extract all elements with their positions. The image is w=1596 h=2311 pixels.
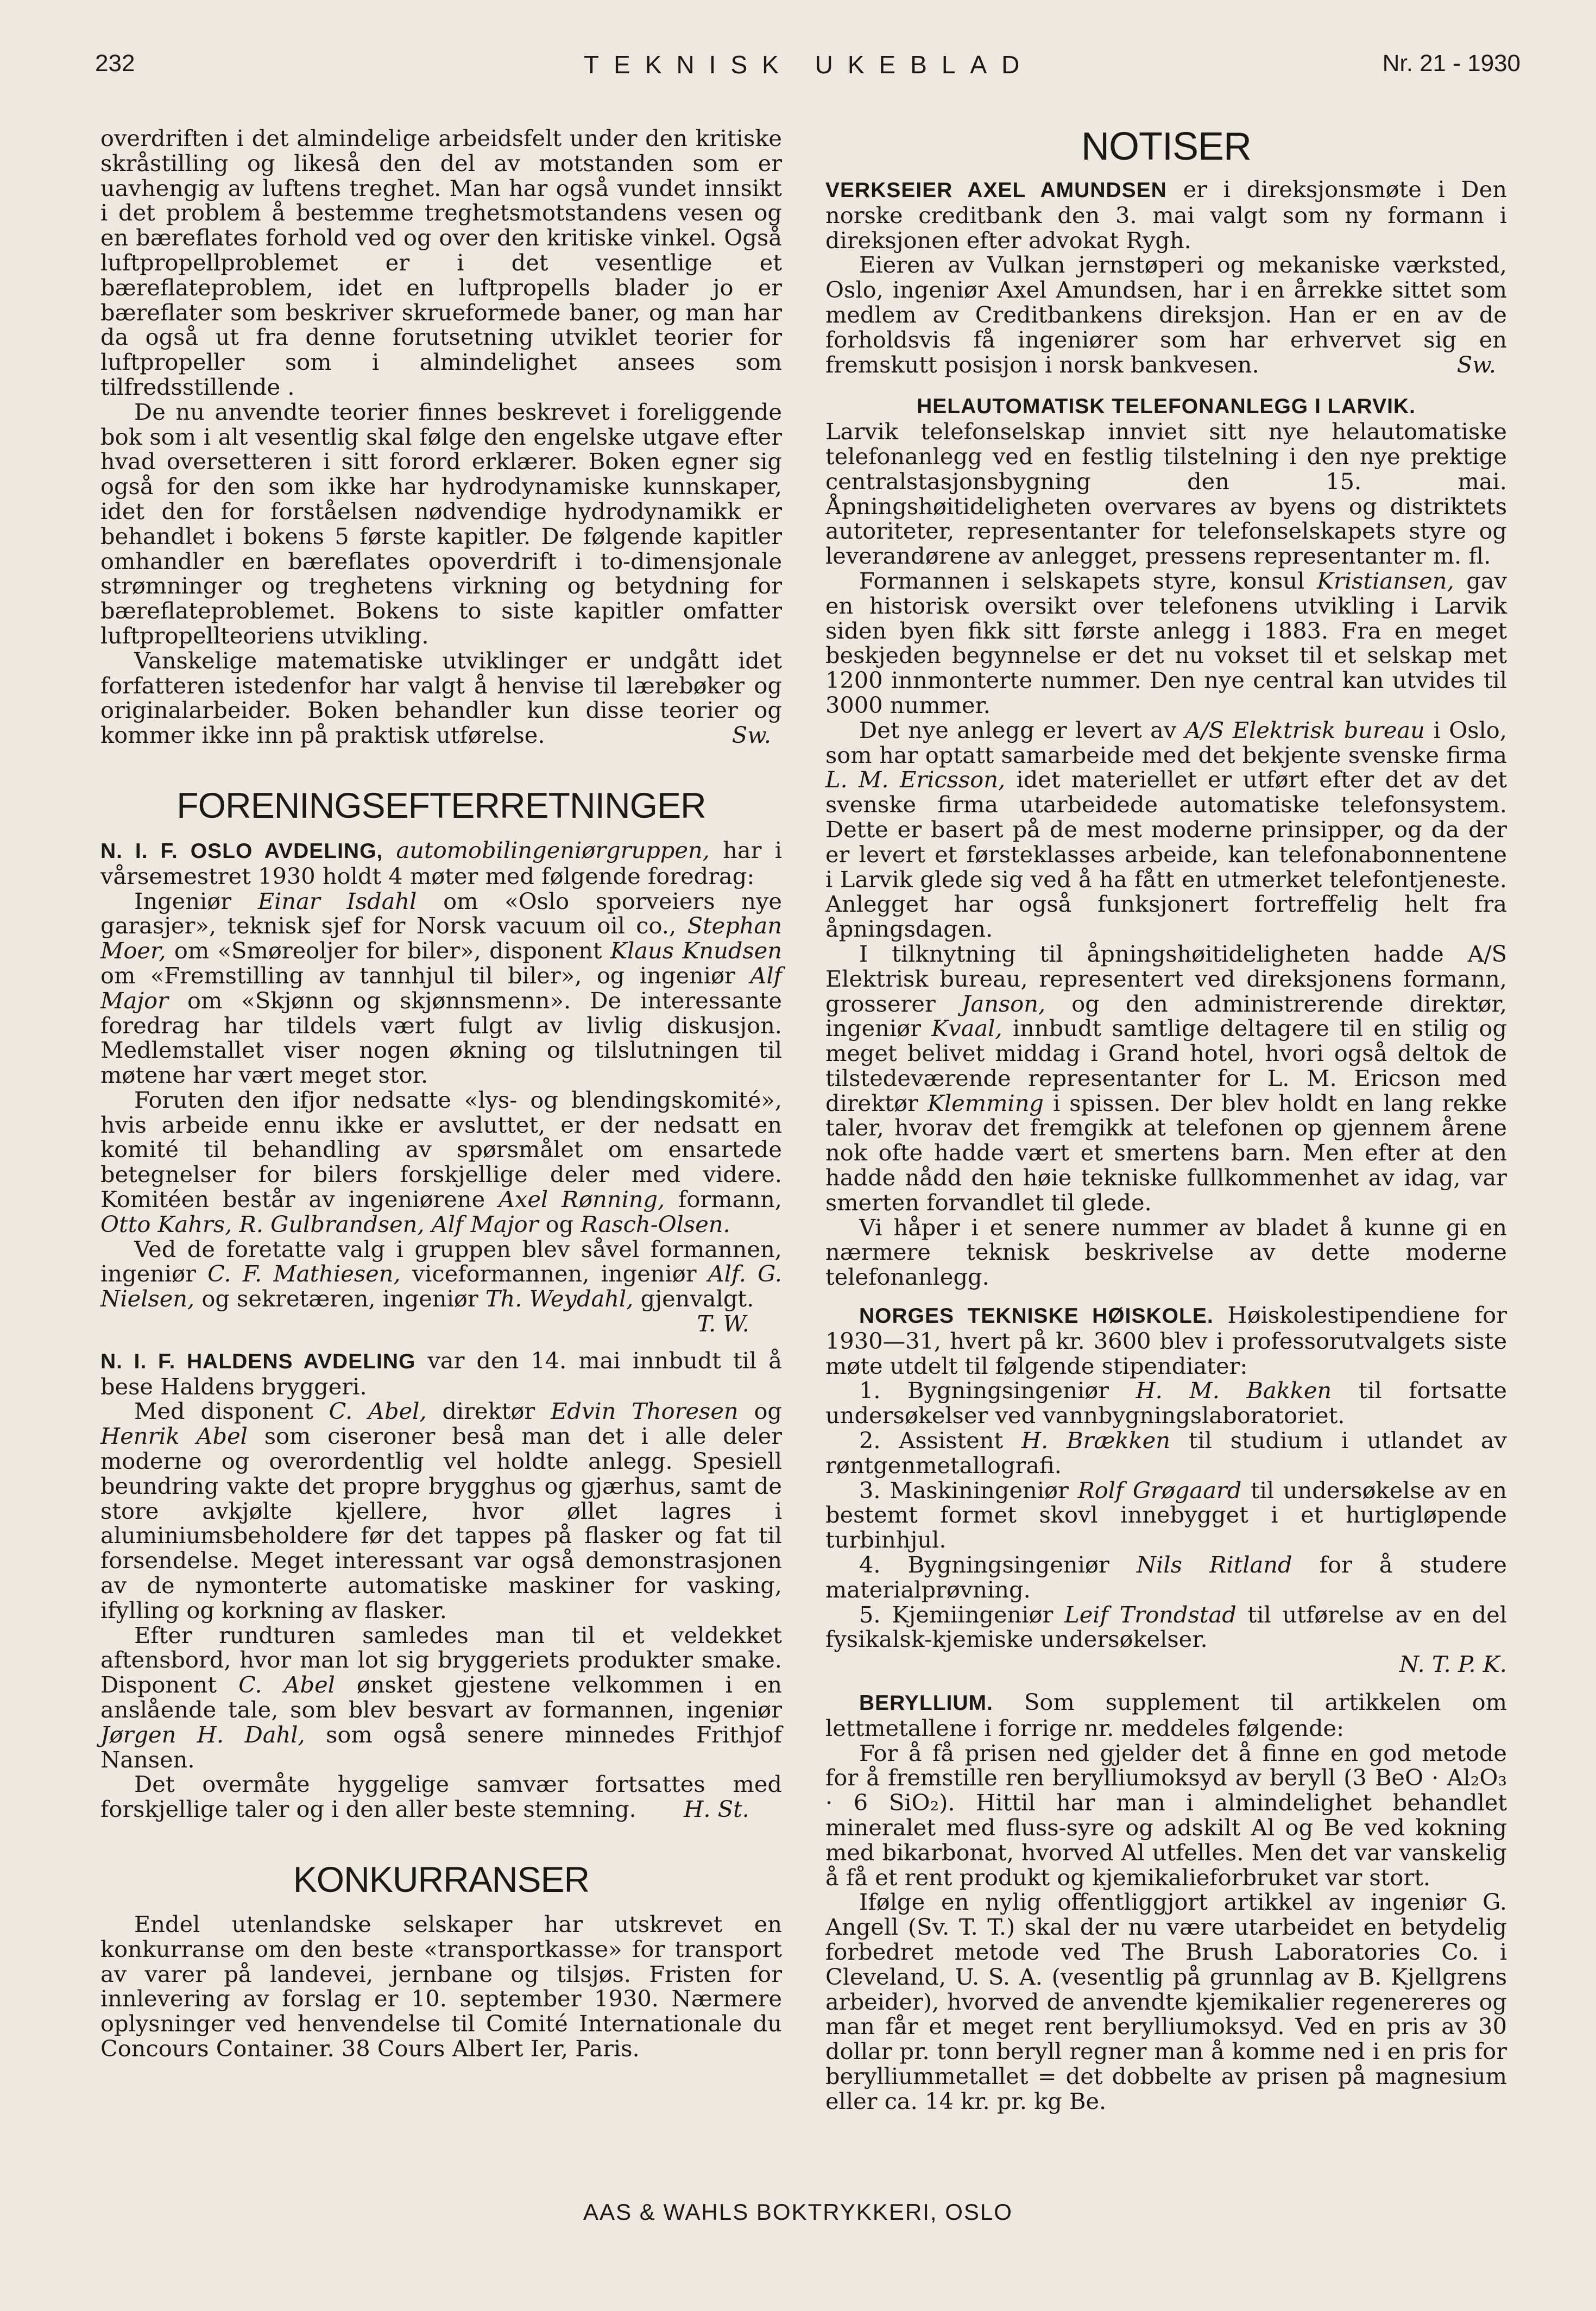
italic-name: Klaus Knudsen (610, 937, 782, 964)
samvaer-paragraph (100, 1772, 782, 1822)
italic-name: Henrik Abel (100, 1423, 248, 1450)
beryllium-paragraph: For å få prisen ned gjelder det å finne en god metode for å fremstille ren berylliumoksyd av beryll (3 BeO · Al₂O₃ · 6 SiO₂). Hittil har man i almindelighet behandlet mineralet med fluss-syre og adskilt Al og Be ved kokning med bikarbonat, hvorved Al utfelles. Men det var vanskelig å få et rent produkt og kjemikalieforbruket var stort. (825, 1739, 1507, 1891)
review-paragraph: overdriften i det almindelige arbeidsfelt under den kritiske skråstilling og likeså den del av motstanden som er uavhengig av luftens treghet. Man har også vundet innsikt i det problem å bestemme treghetsmotstandens vesen og en bæreflates forhold ved og over den kritiske vinkel. Også luftpropellproblemet er i det vesentlige et bæreflateproblem, idet en luftpropells blader jo er bæreflater som beskriver skrueformede baner, og man har da også ut fra denne forutsetning utviklet teorier for luftpropeller som i almindelighet ansees som tilfredsstillende . (100, 125, 782, 400)
signature: Sw. (731, 722, 771, 749)
italic-name: Axel Rønning, (498, 1186, 665, 1213)
halden-paragraph: Med disponent C. Abel, direktør Edvin Thoresen og Henrik Abel som ciseroner beså man det i alle deler moderne og overordentlig vel holdte anlegg. Spesiell beundring vakte det propre brygghus og gjærhus, samt de store avkjølte kjellere, hvor øllet lagres i aluminiumsbeholdere før det tappes på flasker og fat til forsendelse. Meget interessant var også demonstrasjonen av de nymonterte automatiske maskiner for vasking, ifylling og korkning av flasker. (100, 1398, 783, 1624)
run-in-subheading: automobilingeniørgruppen, (396, 836, 710, 863)
oslo-avdeling-intro (100, 838, 782, 889)
left-column (100, 126, 782, 2061)
paragraph-text: har i vårsemestret 1930 holdt 4 møter med følgende foredrag: (100, 836, 782, 889)
paragraph-text: Det overmåte hyggelige samvær fortsattes med forskjellige taler og i den aller beste stemning. (100, 1771, 782, 1823)
larvik-paragraph: Vi håper i et senere nummer av bladet å kunne gi en nærmere teknisk beskrivelse av dette moderne telefonanlegg. (825, 1214, 1507, 1291)
stipendiat-list (825, 1378, 1507, 1652)
section-heading-foreningsefterretninger: FORENINGSEFTERRETNINGER (176, 785, 706, 825)
section-heading-notiser: NOTISER (1081, 125, 1252, 168)
stipendiat-item: 4. Bygningsingeniør Nils Ritland for å studere materialprøvning. (825, 1551, 1507, 1603)
run-in-heading: VERKSEIER AXEL AMUNDSEN (825, 179, 1167, 202)
italic-name: L. M. Ericsson, (825, 766, 1006, 793)
italic-name: Alf Major (100, 962, 782, 1014)
paragraph-text: er i direksjonsmøte i Den norske creditbank den 3. mai valgt som ny formann i direksjonen efter advokat Rygh. (825, 176, 1507, 254)
italic-name: A/S Elektrisk bureau (1184, 716, 1425, 743)
paragraph-text: Som supplement til artikkelen om lettmetallene i forrige nr. meddeles følgende: (825, 1689, 1507, 1741)
signature: N. T. P. K. (1399, 1651, 1507, 1678)
stipendiat-item: 3. Maskiningeniør Rolf Grøgaard til undersøkelse av en bestemt formet skovl innebygget i et hurtigløpende turbinhjul. (825, 1476, 1507, 1554)
rundtur-paragraph: Efter rundturen samledes man til et veldekket aftensbord, hvor man lot sig bryggeriets produkter smake. Disponent C. Abel ønsket gjestene velkommen i en anslående tale, som blev besvart av formannen, ingeniør Jørgen H. Dahl, som også senere minnedes Frithjof Nansen. (100, 1621, 782, 1773)
larvik-paragraph: Larvik telefonselskap innviet sitt nye helautomatiske telefonanlegg ved en festlig tilstelning i den nye prektige centralstasjonsbygning den 15. mai. Åpningshøitideligheten overvares av byens og distriktets autoriteter, representanter for telefonselskapets styre og leverandørene av anlegget, pressens representanter m. fl. (825, 418, 1507, 570)
issue-number: Nr. 21 - 1930 (1382, 50, 1521, 77)
right-column (825, 126, 1507, 2114)
italic-name: H. M. Bakken (1136, 1377, 1332, 1404)
run-in-heading: N. I. F. HALDENS AVDELING (100, 1349, 416, 1373)
printer-imprint: AAS & WAHLS BOKTRYKKERI, OSLO (583, 2199, 1013, 2225)
stipendiat-item: 1. Bygningsingeniør H. M. Bakken til fortsatte undersøkelser ved vannbygningslaboratoriet. (825, 1377, 1507, 1429)
valg-paragraph: Ved de foretatte valg i gruppen blev såvel formannen, ingeniør C. F. Mathiesen, viceformannen, ingeniør Alf. G. Nielsen, og sekretæren, ingeniør Th. Weydahl, gjenvalgt. (100, 1235, 782, 1312)
review-paragraph (100, 648, 782, 748)
run-in-heading: BERYLLIUM. (859, 1691, 993, 1715)
italic-name: Kristiansen, (1317, 567, 1454, 594)
italic-name: Klemming (927, 1089, 1044, 1116)
italic-name: Otto Kahrs, R. Gulbrandsen, Alf Major (100, 1210, 539, 1237)
italic-name: Rolf Grøgaard (1077, 1476, 1242, 1504)
run-in-heading: HELAUTOMATISK TELEFONANLEGG I LARVIK. (917, 395, 1416, 419)
beryllium-paragraph: Ifølge en nylig offentliggjort artikkel av ingeniør G. Angell (Sv. T. T.) skal der nu være utarbeidet en betydelig forbedret metode ved The Brush Laboratories Co. i Cleveland, U. S. A. (vesentlig på grunnlag av B. Kjellgrens arbeider), hvorved de anvendte kjemikalier regenereres og man får et meget rent berylliumoksyd. Ved en pris av 30 dollar pr. tonn beryll regner man å komme ned i en pris for berylliummetallet = det dobbelte av prisen på magnesium eller ca. 14 kr. pr. kg Be. (825, 1889, 1507, 2114)
komite-paragraph: Foruten den ifjor nedsatte «lys- og blendingskomité», hvis arbeide ennu ikke er avsluttet, er der nedsatt en komité til behandling av spørsmålet om ensartede betegnelser for bilers forskjellige deler med videre. Komitéen består av ingeniørene Axel Rønning, formann, Otto Kahrs, R. Gulbrandsen, Alf Major og Rasch-Olsen. (100, 1086, 782, 1237)
larvik-paragraph: Formannen i selskapets styre, konsul Kristiansen, gav en historisk oversikt over telefonens utvikling i Larvik siden byen fikk sitt første anlegg i 1883. Fra en meget beskjeden begynnelse er det nu vokset til et selskap met 1200 innmonterte nummer. Den nye central kan utvides til 3000 nummer. (825, 567, 1507, 718)
amundsen-intro (825, 177, 1507, 252)
italic-name: Leif Trondstad (1064, 1601, 1237, 1628)
italic-name: Rasch-Olsen. (581, 1210, 730, 1237)
italic-name: H. Brækken (1021, 1427, 1170, 1454)
paragraph-text: Vanskelige matematiske utviklinger er undgått idet forfatteren istedenfor har valgt å henvise til lærebøker og originalarbeider. Boken behandler kun disse teorier og kommer ikke inn på praktisk utførelse. (100, 647, 782, 749)
run-in-heading: N. I. F. OSLO AVDELING, (100, 839, 383, 863)
nth-intro (825, 1303, 1507, 1378)
stipendiat-item: 2. Assistent H. Brækken til studium i utlandet av røntgenmetallografi. (825, 1427, 1507, 1479)
haldens-avdeling-intro (100, 1348, 782, 1399)
italic-name: Nils Ritland (1136, 1551, 1292, 1578)
beryllium-intro (825, 1690, 1507, 1741)
signature: Sw. (1456, 351, 1496, 378)
italic-name: Einar Isdahl (257, 887, 417, 914)
paragraph-text: var den 14. mai innbudt til å bese Haldens bryggeri. (100, 1347, 782, 1400)
run-in-heading: NORGES TEKNISKE HØISKOLE. (859, 1304, 1214, 1328)
review-paragraph: De nu anvendte teorier finnes beskrevet i foreliggende bok som i alt vesentlig skal følge den engelske utgave efter hvad oversetteren i sitt forord erklærer. Boken egner sig også for den som ikke har hydrodynamiske kunnskaper, idet den for forståelsen nødvendige hydrodynamikk er behandlet i bokens 5 første kapitler. De følgende kapitler omhandler en bæreflates opoverdrift i to-dimensjonale strømninger og treghetens virkning og betydning for bæreflateproblemet. Bokens to siste kapitler omfatter luftpropellteoriens utvikling. (100, 398, 782, 649)
larvik-paragraph: Det nye anlegg er levert av A/S Elektrisk bureau i Oslo, som har optatt samarbeide med det bekjente svenske firma L. M. Ericsson, idet materiellet er utført efter det av det svenske firma utarbeidede automatiske telefonsystem. Dette er basert på de mest moderne prinsipper, og da der er levert et førsteklasses arbeide, kan telefonabonnentene i Larvik glede sig ved å ha fått en utmerket telefontjeneste. Anlegget har også funksjonert fortreffelig helt fra åpningsdagen. (825, 716, 1507, 943)
paragraph-text: Eieren av Vulkan jernstøperi og mekaniske værksted, Oslo, ingeniør Axel Amundsen, har i en årrekke sittet som medlem av Creditbankens direksjon. Han er en av de forholdsvis få ingeniører som har erhvervet sig en fremskutt posisjon i norsk bankvesen. (825, 251, 1507, 378)
italic-name: Janson, (961, 990, 1046, 1017)
italic-name: Stephan Moer, (100, 912, 782, 964)
konkurranser-paragraph: Endel utenlandske selskaper har utskrevet en konkurranse om den beste «transportkasse» for transport av varer på landevei, jernbane og tilsjøs. Fristen for innlevering av forslag er 10. september 1930. Nærmere oplysninger ved henvendelse til Comité Internationale du Concours Container. 38 Cours Albert Ier, Paris. (100, 1911, 782, 2062)
italic-name: Edvin Thoresen (551, 1398, 739, 1425)
italic-name: Jørgen H. Dahl, (100, 1721, 305, 1748)
italic-name: Th. Weydahl, (485, 1285, 634, 1312)
signature: H. St. (684, 1796, 749, 1823)
paragraph-text: Høiskolestipendiene for 1930—31, hvert på kr. 3600 blev i professorutvalgets siste møte utdelt til følgende stipendiater: (825, 1302, 1507, 1379)
larvik-paragraph: I tilknytning til åpningshøitideligheten hadde A/S Elektrisk bureau, representert ved direksjonens formann, grosserer Janson, og den administrerende direktør, ingeniør Kvaal, innbudt samtlige deltagere til en stilig og meget belivet middag i Grand hotel, hvori også deltok de tilstedeværende representanter for L. M. Ericson med direktør Klemming i spissen. Der blev holdt en lang rekke taler, hvorav det fremgikk at telefonen op gjennem årene nok ofte hadde vært et smertens barn. Men efter at den hadde nådd den høie tekniske fullkommenhet av idag, var smerten forvandlet til glede. (825, 940, 1507, 1216)
italic-name: C. Abel (238, 1671, 335, 1698)
running-header (95, 50, 1521, 88)
amundsen-paragraph (825, 252, 1507, 377)
section-heading-konkurranser: KONKURRANSER (293, 1859, 590, 1899)
italic-name: Kvaal, (931, 1015, 1002, 1042)
italic-name: Alf. G. Nielsen, (100, 1260, 782, 1312)
italic-name: C. Abel, (329, 1398, 427, 1425)
italic-name: C. F. Mathiesen, (207, 1260, 401, 1287)
journal-title: TEKNISK UKEBLAD (584, 50, 1034, 79)
signature: T. W. (697, 1310, 749, 1337)
larvik-heading (825, 393, 1507, 419)
stipendiat-item: 5. Kjemiingeniør Leif Trondstad til utførelse av en del fysikalsk-kjemiske undersøkelser. (825, 1601, 1507, 1653)
foredrag-paragraph: Ingeniør Einar Isdahl om «Oslo sporveiers nye garasjer», teknisk sjef for Norsk vacuum oil co., Stephan Moer, om «Smøreoljer for biler», disponent Klaus Knudsen om «Fremstilling av tannhjul til biler», og ingeniør Alf Major om «Skjønn og skjønnsmenn». De interessante foredrag har tildels vært fulgt av livlig diskusjon. Medlemstallet viser nogen økning og tilslutningen til møtene har vært meget stor. (100, 887, 782, 1089)
page-number: 232 (95, 50, 135, 77)
